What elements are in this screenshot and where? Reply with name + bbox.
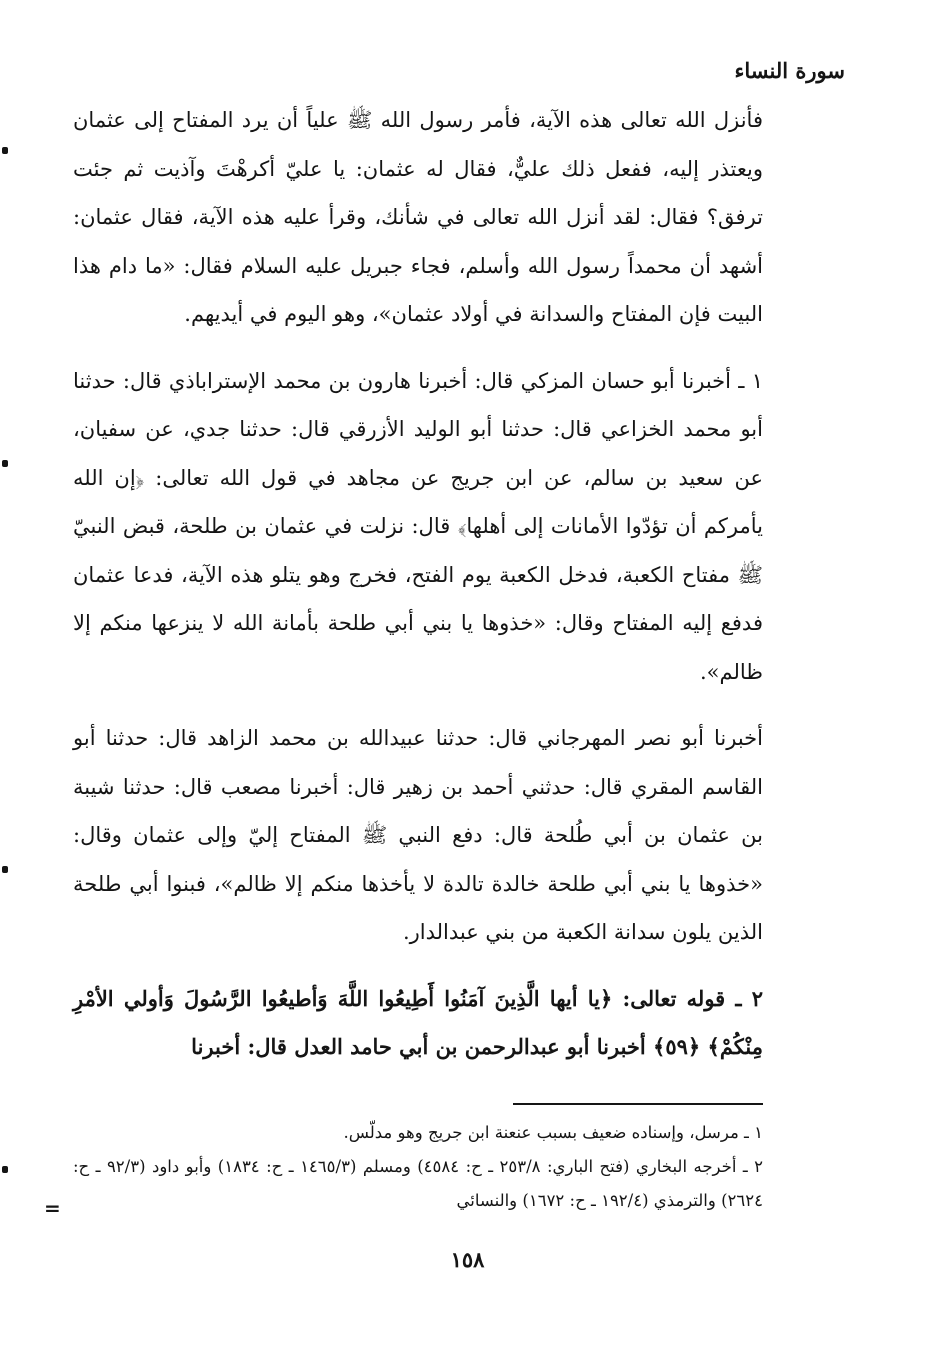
- verse-2-heading: ٢ ـ قوله تعالى: ﴿يا أيها الَّذِينَ آمَنُوا أَطِيعُوا اللَّهَ وَأطيعُوا الرَّسُولَ وَأولي الأمْرِ مِنْكُمْ﴾ ﴿٥٩﴾ أخبرنا أبو عبدالرحمن بن أبي حامد العدل قال: أخبرنا: [73, 985, 763, 1059]
- margin-dot: [2, 866, 8, 873]
- margin-dot: [2, 1166, 8, 1173]
- hadith-1b-paragraph: أخبرنا أبو نصر المهرجاني قال: حدثنا عبيدالله بن محمد الزاهد قال: حدثنا أبو القاسم المقري قال: حدثني أحمد بن زهير قال: أخبرنا مصعب قال: حدثنا شيبة بن عثمان بن أبي طُلحة قال: دفع النبي ﷺ المفتاح إليّ وإلى عثمان وقال: «خذوها يا بني أبي طلحة خالدة تالدة لا يأخذها منكم إلا ظالم»، فبنوا أبي طلحة الذين يلون سدانة الكعبة من بني عبدالدار.: [73, 726, 763, 944]
- footnote-2: ٢ ـ أخرجه البخاري (فتح الباري: ٢٥٣/٨ ـ ح: ٤٥٨٤) ومسلم (١٤٦٥/٣ ـ ح: ١٨٣٤) وأبو داود (٩٢/٣ ـ ح: ٢٦٢٤) والترمذي (١٩٢/٤ ـ ح: ١٦٧٢) والنسائي: [73, 1157, 764, 1210]
- intro-paragraph: فأنزل الله تعالى هذه الآية، فأمر رسول الله ﷺ علياً أن يرد المفتاح إلى عثمان ويعتذر إليه، ففعل ذلك عليٌّ، فقال له عثمان: يا عليّ أكرهْتَ وآذيت ثم جئت ترفق؟ فقال: لقد أنزل الله تعالى في شأنك، وقرأ عليه هذه الآية، فقال عثمان: أشهد أن محمداً رسول الله وأسلم، فجاء جبريل عليه السلام فقال: «ما دام هذا البيت فإن المفتاح والسدانة في أولاد عثمان»، وهو اليوم في أيديهم.: [73, 108, 764, 326]
- margin-dot: [2, 147, 8, 154]
- footnotes: [73, 1116, 763, 1218]
- hadith-1-paragraph: ١ ـ أخبرنا أبو حسان المزكي قال: أخبرنا هارون بن محمد الإستراباذي قال: حدثنا أبو محمد الخزاعي قال: حدثنا أبو الوليد الأزرقي قال: حدثنا جدي، عن سفيان، عن سعيد بن سالم، عن ابن جريج عن مجاهد في قول الله تعالى: ﴿إن الله يأمركم أن تؤدّوا الأمانات إلى أهلها﴾ قال: نزلت في عثمان بن طلحة، قبض النبيّ ﷺ مفتاح الكعبة، فدخل الكعبة يوم الفتح، فخرج وهو يتلو هذه الآية، فدعا عثمان فدفع إليه المفتاح وقال: «خذوها يا بني أبي طلحة بأمانة الله لا ينزعها منكم إلا ظالم».: [73, 368, 763, 684]
- margin-dot: [2, 460, 8, 467]
- footnote-separator: [513, 1103, 763, 1105]
- footnote-1: ١ ـ مرسل، وإسناده ضعيف بسبب عنعنة ابن جريج وهو مدلّس.: [343, 1123, 763, 1142]
- running-header: سورة النساء: [734, 58, 845, 83]
- footnote-continuation-mark: =: [44, 1196, 61, 1220]
- main-text: [73, 96, 763, 1072]
- page-number: ١٥٨: [450, 1247, 485, 1272]
